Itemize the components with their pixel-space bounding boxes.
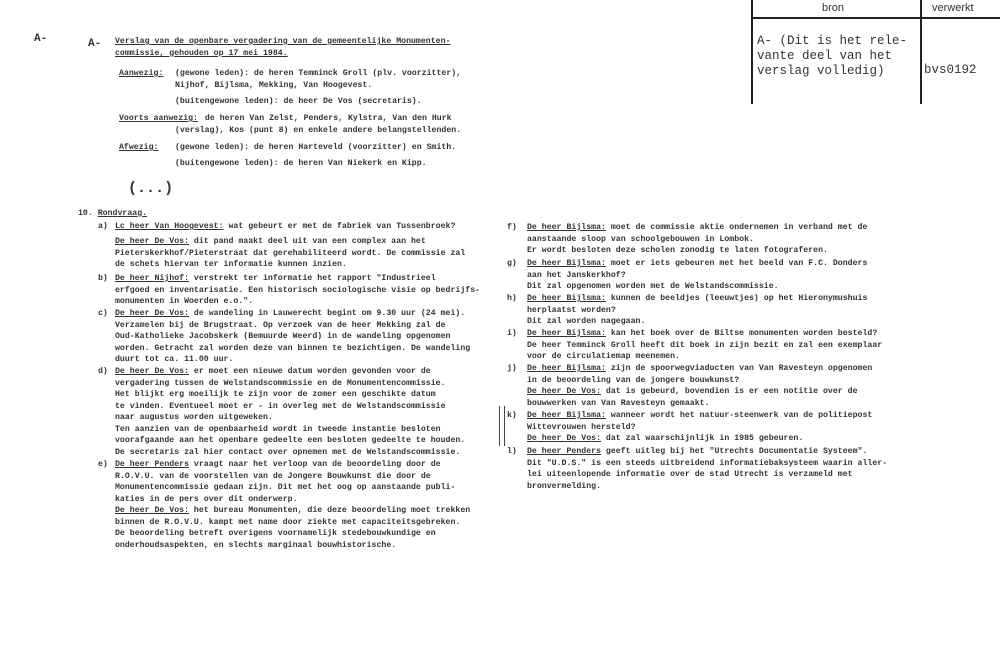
column-header-bron: bron	[822, 2, 845, 14]
item-line	[115, 248, 465, 260]
item-text: De secretaris zal hier contact over opnemen met de Welstandscommissie.	[115, 447, 461, 457]
item-line	[527, 245, 828, 257]
item-text: Dit "U.D.S." is een steeds uitbreidend informatiebaksysteem waarin aller-	[527, 458, 888, 468]
item-text: verstrekt ter informatie het rapport "Industrieel	[189, 274, 436, 283]
item-text: vergadering tussen de Welstandscommissie en de Monumentencommissie.	[115, 378, 446, 388]
absent-text: (gewone leden): de heren Harteveld (voorzitter) en Smith.	[175, 143, 457, 152]
item-line	[527, 458, 887, 470]
item-line	[527, 351, 680, 363]
item-text: dat is gebeurd, bovendien is er een notitie over de	[601, 387, 858, 396]
item-text: voorafgaande aan het openbare gedeelte een besloten gedeelte te houden.	[115, 436, 466, 445]
item-text: vraagt naar het verloop van de beoordeling door de	[189, 460, 441, 469]
item-line	[527, 410, 872, 422]
item-line	[115, 424, 441, 436]
item-line	[527, 293, 867, 305]
margin-marker-bar	[499, 406, 505, 446]
item-line	[115, 435, 465, 447]
speaker-name: De heer Bijlsma:	[527, 294, 606, 303]
item-text: het bureau Monumenten, die deze beoordeling moet trekken	[189, 506, 471, 515]
item-line	[527, 398, 710, 410]
present-label: Aanwezig:	[119, 69, 164, 78]
item-text: Ten aanzien van de openbaarheid wordt in tweede instantie besloten	[115, 424, 441, 434]
item-line	[115, 540, 396, 552]
item-text: dit pand maakt deel uit van een complex aan het	[189, 237, 426, 246]
speaker-name: De heer Penders	[115, 460, 189, 469]
item-text: Wittevrouwen hersteld?	[527, 422, 636, 432]
table-divider	[920, 0, 922, 104]
item-line	[527, 234, 754, 246]
item-line	[115, 494, 298, 506]
speaker-name: De heer Penders	[527, 447, 601, 456]
item-text: bronvermelding.	[527, 481, 601, 491]
item-line	[527, 422, 636, 434]
item-line	[115, 221, 455, 233]
also-present-text: de heren Van Zelst, Penders, Kylstra, Van den Hurk	[200, 114, 452, 123]
speaker-name: De heer Bijlsma:	[527, 411, 606, 420]
item-label: i)	[507, 329, 517, 338]
item-line	[115, 331, 450, 343]
margin-mark: A-	[34, 33, 48, 45]
item-text: Dit zal worden nagegaan.	[527, 317, 646, 326]
item-line	[115, 259, 347, 271]
item-text: dat zal waarschijnlijk in 1985 gebeuren.	[601, 434, 804, 443]
item-line	[527, 328, 877, 340]
item-text: er moet een nieuwe datum worden gevonden voor de	[189, 367, 431, 376]
item-line	[115, 366, 431, 378]
item-text: Pieterskerkhof/Pieterstraat dat gerehabiliteerd wordt. De commissie zal	[115, 248, 466, 258]
item-line	[115, 528, 436, 540]
item-line	[115, 517, 460, 529]
item-line	[115, 505, 470, 517]
omission-ellipsis: (...)	[128, 180, 174, 197]
section-mark: A-	[88, 38, 102, 50]
speaker-name: De heer De Vos:	[115, 237, 189, 246]
speaker-name: De heer Bijlsma:	[527, 364, 606, 373]
speaker-name: De heer Bijlsma:	[527, 259, 606, 268]
item-text: erfgoed en inventarisatie. Een historisch sociologische visie op bedrijfs-	[115, 285, 481, 295]
item-text: Dit zal opgenomen worden met de Welstandscommissie.	[527, 282, 779, 291]
item-line	[115, 447, 460, 459]
present-extra-text: (buitengewone leden): de heer De Vos (secretaris).	[175, 97, 422, 106]
item-line	[115, 378, 446, 390]
section-title: Rondvraag.	[97, 209, 148, 218]
item-line	[527, 386, 858, 398]
item-text: monumenten in Woerden e.o.".	[115, 297, 254, 306]
item-text: aanstaande sloop van schoolgebouwen in Lombok.	[527, 234, 754, 244]
item-text: De beoordeling betreft overigens voornamelijk stedebouwkundige en	[115, 529, 436, 538]
item-line	[527, 258, 867, 270]
item-text: moet de commissie aktie ondernemen in verband met de	[605, 223, 868, 232]
item-line	[527, 446, 867, 458]
item-label: h)	[507, 294, 517, 303]
absent-extra-text: (buitengewone leden): de heren Van Niekerk en Kipp.	[175, 159, 427, 168]
item-line	[115, 471, 431, 483]
report-title: Verslag van de openbare vergadering van de gemeentelijke Monumenten-	[115, 37, 451, 46]
item-line	[527, 222, 867, 234]
speaker-name: De heer De Vos:	[115, 309, 189, 318]
item-text: Er wordt besloten deze scholen zonodig te laten fotograferen.	[527, 246, 828, 255]
item-text: naar augustus worden uitgeweken.	[115, 413, 273, 422]
item-text: te vinden. Eventueel moet er - in overleg met de Welstandscommissie	[115, 401, 446, 411]
item-text: R.O.V.U. van de voorstellen van de Jongere Bouwkunst die door de	[115, 471, 431, 481]
item-line	[115, 401, 446, 413]
item-text: zijn de spoorwegviaducten van Van Ravesteyn opgenomen	[605, 364, 873, 373]
item-text: in de beoordeling van de jongere bouwkunst?	[527, 375, 740, 385]
also-present-label: Voorts aanwezig:	[119, 114, 198, 123]
item-label: e)	[98, 460, 108, 469]
speaker-name: De heer De Vos:	[527, 387, 601, 396]
absent-label: Afwezig:	[119, 143, 159, 152]
present-text: (gewone leden): de heren Temminck Groll (plv. voorzitter),	[175, 69, 462, 78]
item-text: Monumentencommissie gedaan zijn. Dit met het oog op aanstaande publi-	[115, 483, 456, 492]
speaker-name: De heer De Vos:	[527, 434, 601, 443]
item-line	[115, 459, 441, 471]
item-text: herplaatst worden?	[527, 305, 616, 315]
item-line	[527, 270, 626, 282]
item-text: de wandeling in Lauwerecht begint om 9.30 uur (24 mei).	[189, 309, 466, 318]
item-text: De heer Temminck Groll heeft dit boek in zijn bezit en zal een exemplaar	[527, 340, 883, 350]
item-text: bouwwerken van Van Ravesteyn gemaakt.	[527, 398, 710, 408]
item-line	[527, 375, 739, 387]
item-text: Het blijkt erg moeilijk te zijn voor de zomer een geschikte datum	[115, 390, 436, 399]
table-divider	[751, 0, 753, 104]
item-text: voor de circulatiemap meenemen.	[527, 352, 680, 361]
speaker-name: De heer Bijlsma:	[527, 329, 606, 338]
item-label: d)	[98, 367, 108, 376]
speaker-name: De heer De Vos:	[115, 367, 189, 376]
item-text: worden. Getracht zal worden deze van binnen te bezichtigen. De wandeling	[115, 343, 471, 353]
item-line	[115, 236, 426, 248]
item-line	[527, 316, 645, 328]
item-label: g)	[507, 259, 517, 268]
item-label: a)	[98, 222, 108, 231]
also-present-text: (verslag), Kos (punt 8) en enkele andere belangstellenden.	[175, 126, 462, 135]
present-text: Nijhof, Bijlsma, Mekking, Van Hoogevest.	[175, 81, 373, 90]
item-label: f)	[507, 223, 517, 232]
processed-code: bvs0192	[924, 63, 977, 77]
item-line	[115, 412, 273, 424]
item-line	[115, 273, 436, 285]
item-text: kan het boek over de Biltse monumenten worden besteld?	[605, 329, 878, 338]
item-line	[527, 281, 779, 293]
item-text: geeft uitleg bij het "Utrechts Documentatie Systeem".	[601, 447, 868, 456]
speaker-name: De heer Nijhof:	[115, 274, 189, 283]
item-text: onderhoudsaspekten, en slechts marginaal bouwhistorische.	[115, 540, 397, 550]
item-text: moet er iets gebeuren met het beeld van F.C. Donders	[605, 259, 868, 268]
item-line	[527, 305, 616, 317]
item-text: wanneer wordt het natuur-steenwerk van de politiepost	[605, 411, 873, 420]
item-line	[527, 340, 882, 352]
item-line	[115, 389, 436, 401]
item-line	[115, 482, 455, 494]
item-line	[115, 320, 446, 332]
item-line	[115, 285, 480, 297]
item-text: wat gebeurt er met de fabriek van Tussenbroek?	[223, 222, 456, 231]
column-header-verwerkt: verwerkt	[932, 2, 974, 14]
item-line	[115, 296, 253, 308]
item-label: k)	[507, 411, 517, 420]
item-text: katies in de pers over dit onderwerp.	[115, 494, 298, 504]
item-text: lei uiteenlopende informatie over de stad Utrecht is verzameld met	[527, 470, 853, 479]
item-line	[115, 343, 470, 355]
item-label: j)	[507, 364, 517, 373]
item-text: binnen de R.O.V.U. kampt met name door ziekte met capaciteitsgebreken.	[115, 517, 461, 527]
item-text: Oud-Katholieke Jacobskerk (Bemuurde Weerd) in de wandeling opgenomen	[115, 332, 451, 341]
report-title: commissie, gehouden op 17 mei 1984.	[115, 49, 288, 58]
item-label: c)	[98, 309, 108, 318]
item-label: l)	[507, 447, 517, 456]
item-text: de schets hiervan ter informatie kunnen inzien.	[115, 260, 347, 269]
item-text: kunnen de beeldjes (leeuwtjes) op het Hieronymushuis	[605, 294, 868, 303]
speaker-name: Lc heer Van Hoogevest:	[115, 222, 224, 231]
speaker-name: De heer De Vos:	[115, 506, 189, 515]
item-text: Verzamelen bij de Brugstraat. Op verzoek van de heer Mekking zal de	[115, 320, 446, 330]
section-heading	[78, 208, 147, 220]
table-divider	[752, 17, 1000, 19]
item-line	[115, 308, 465, 320]
item-text: aan het Janskerkhof?	[527, 270, 626, 280]
item-label: b)	[98, 274, 108, 283]
item-line	[527, 433, 803, 445]
section-number: 10.	[78, 209, 98, 218]
item-text: duurt tot ca. 11.00 uur.	[115, 355, 234, 364]
source-note: A- (Dit is het rele- vante deel van het verslag volledig)	[757, 34, 908, 78]
item-line	[527, 481, 601, 493]
item-line	[115, 354, 233, 366]
speaker-name: De heer Bijlsma:	[527, 223, 606, 232]
item-line	[527, 469, 853, 481]
item-line	[527, 363, 872, 375]
